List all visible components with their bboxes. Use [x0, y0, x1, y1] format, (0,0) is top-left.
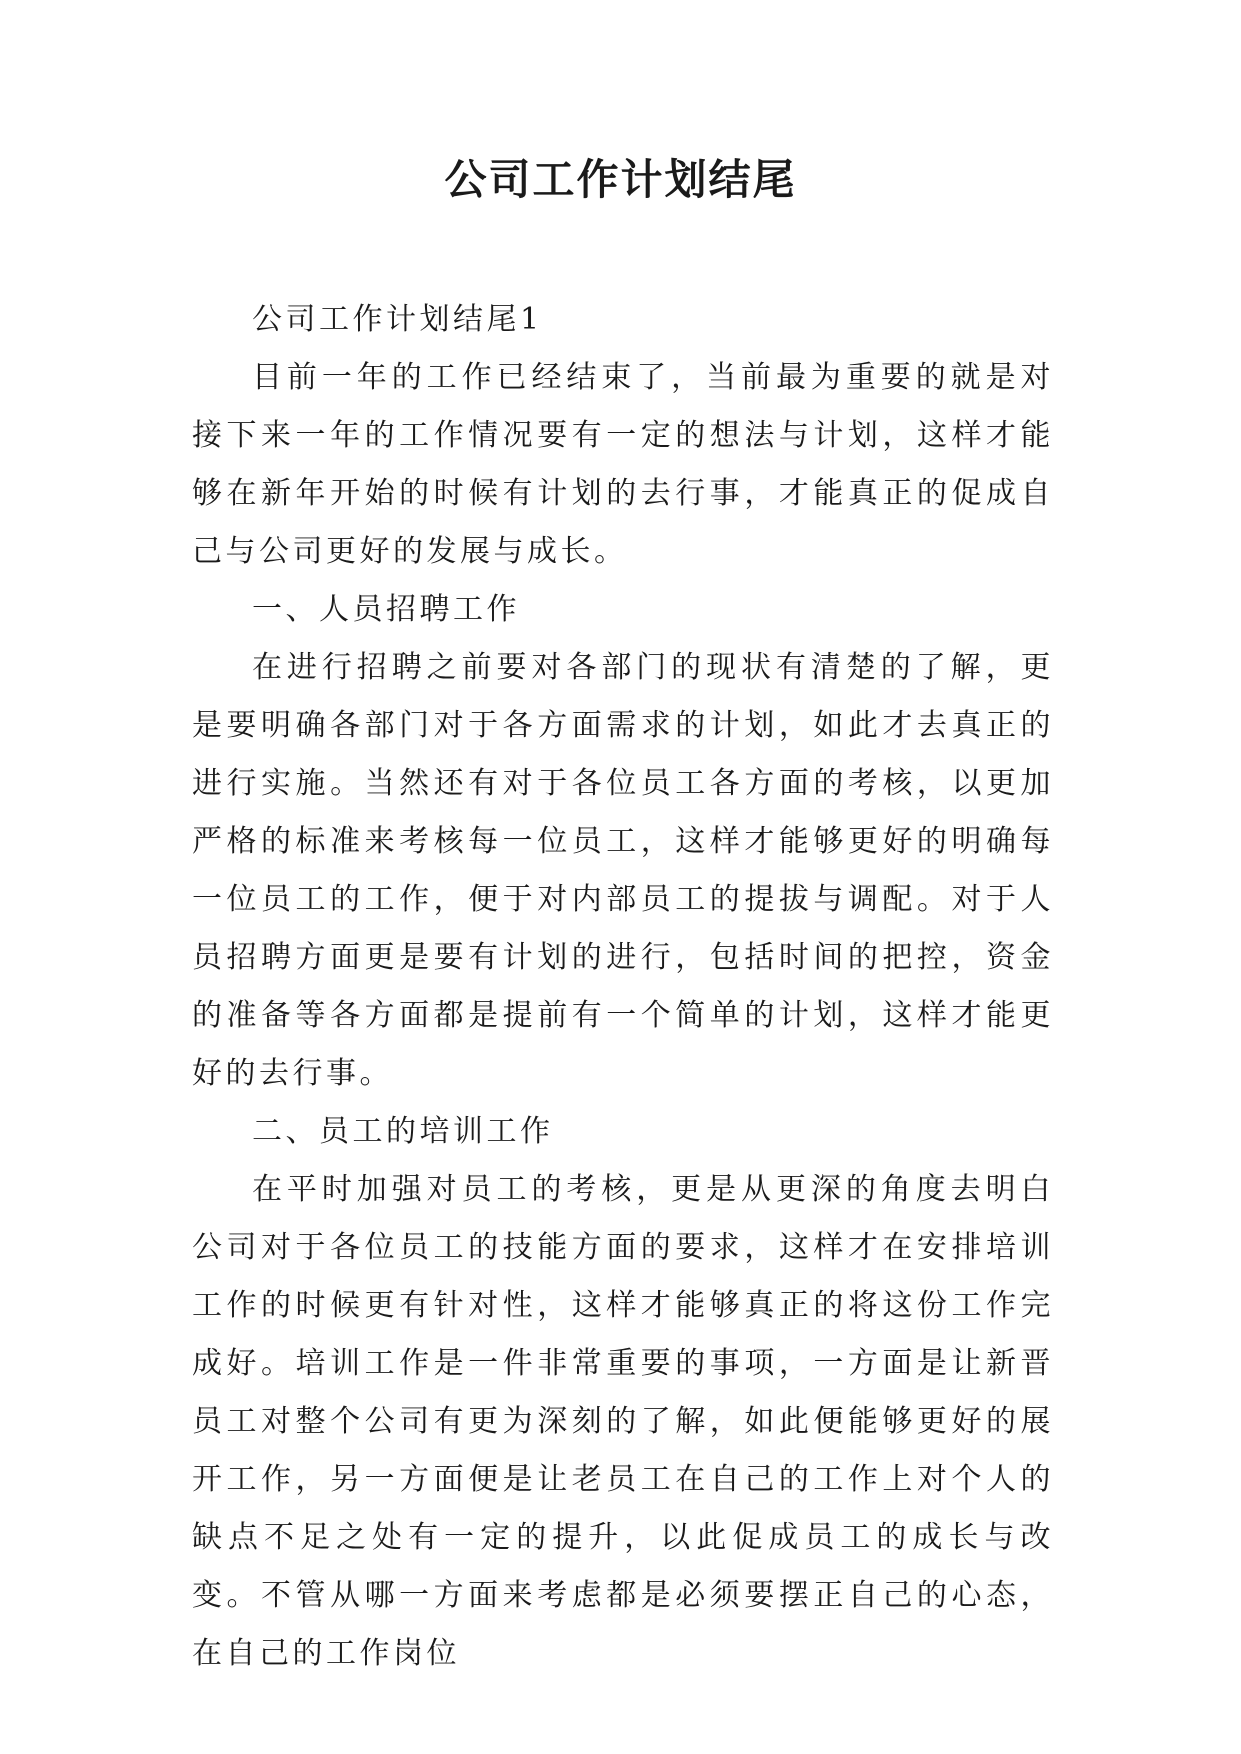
section-heading: 一、人员招聘工作 — [252, 592, 520, 627]
document-title: 公司工作计划结尾 — [444, 155, 797, 204]
section-heading: 二、员工的培训工作 — [252, 1114, 554, 1149]
body-paragraph: 目前一年的工作已经结束了，当前最为重要的就是对接下来一年的工作情况要有一定的想法与计划，这样才能够在新年开始的时候有计划的去行事，才能真正的促成自己与公司更好的发展与成长。 — [192, 360, 1054, 569]
body-paragraph: 在平时加强对员工的考核，更是从更深的角度去明白公司对于各位员工的技能方面的要求，这样才在安排培训工作的时候更有针对性，这样才能够真正的将这份工作完成好。培训工作是一件非常重要的事项，一方面是让新晋员工对整个公司有更为深刻的了解，如此便能够更好的展开工作，另一方面便是让老员工在自己的工作上对个人的缺点不足之处有一定的提升，以此促成员工的成长与改变。不管从哪一方面来考虑都是必须要摆正自己的心态，在自己的工作岗位 — [192, 1172, 1054, 1671]
section-heading: 公司工作计划结尾1 — [252, 302, 543, 337]
document-body — [192, 291, 1054, 1683]
body-paragraph: 在进行招聘之前要对各部门的现状有清楚的了解，更是要明确各部门对于各方面需求的计划，如此才去真正的进行实施。当然还有对于各位员工各方面的考核，以更加严格的标准来考核每一位员工，这样才能够更好的明确每一位员工的工作，便于对内部员工的提拔与调配。对于人员招聘方面更是要有计划的进行，包括时间的把控，资金的准备等各方面都是提前有一个简单的计划，这样才能更好的去行事。 — [192, 650, 1054, 1091]
